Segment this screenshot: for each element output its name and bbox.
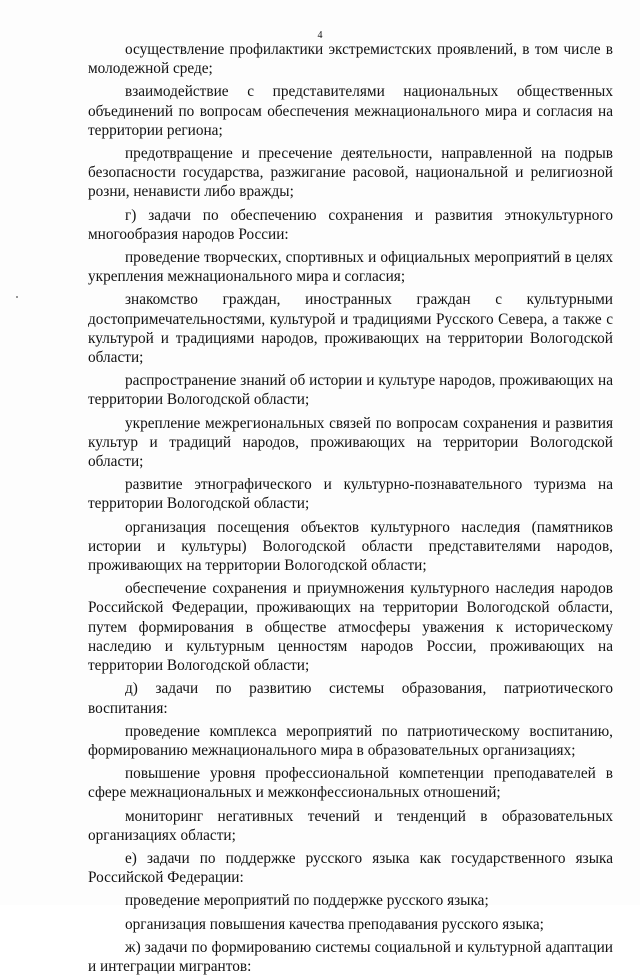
paragraph: д) задачи по развитию системы образования, патриотического воспитания:: [88, 680, 613, 717]
paragraph: развитие этнографического и культурно-познавательного туризма на территории Вологодской области;: [88, 476, 613, 513]
paragraph: г) задачи по обеспечению сохранения и развития этнокультурного многообразия народов России:: [88, 206, 613, 243]
paragraph: осуществление профилактики экстремистских проявлений, в том числе в молодежной среде;: [88, 41, 613, 78]
paragraph: проведение творческих, спортивных и официальных мероприятий в целях укрепления межнационального мира и согласия;: [88, 249, 613, 286]
paragraph: распространение знаний об истории и культуре народов, проживающих на территории Вологодской области;: [88, 372, 613, 409]
scan-speck: [16, 296, 18, 298]
paragraph: повышение уровня профессиональной компетенции преподавателей в сфере межнациональных и межконфессиональных отношений;: [88, 765, 613, 802]
paragraph: предотвращение и пресечение деятельности, направленной на подрыв безопасности государства, разжигание расовой, национальной и религиозной розни, ненависти либо вражды;: [88, 145, 613, 201]
paragraph: организация повышения качества преподавания русского языка;: [125, 915, 544, 933]
paragraph: обеспечение сохранения и приумножения культурного наследия народов Российской Федерации, проживающих на территории Вологодской области, путем формирования в обществе атмосферы уважения к историческому наследию и культурным ценностям народов России, проживающих на территории Вологодской области;: [88, 580, 613, 675]
paragraph: организация посещения объектов культурного наследия (памятников истории и культуры) Вологодской области представителями народов, проживающих на территории Вологодской области;: [88, 518, 613, 575]
document-body: [88, 40, 613, 976]
paragraph: взаимодействие с представителями национальных общественных объединений по вопросам обеспечения межнационального мира и согласия на территории региона;: [88, 83, 613, 139]
paragraph: проведение комплекса мероприятий по патриотическому воспитанию, формированию межнационального мира в образовательных организациях;: [88, 722, 613, 759]
paragraph: знакомство граждан, иностранных граждан с культурными достопримечательностями, культурой и традициями Русского Севера, а также с культурой и традициями народов, проживающих на территории Вологодской области;: [88, 291, 613, 367]
paragraph: ж) задачи по формированию системы социальной и культурной адаптации и интеграции мигрантов:: [88, 938, 613, 975]
paragraph: укрепление межрегиональных связей по вопросам сохранения и развития культур и традиций народов, проживающих на территории Вологодской области;: [88, 414, 613, 471]
paragraph: е) задачи по поддержке русского языка как государственного языка Российской Федерации:: [88, 849, 613, 887]
paragraph: мониторинг негативных течений и тенденций в образовательных организациях области;: [88, 807, 613, 844]
paragraph: проведение мероприятий по поддержке русского языка;: [125, 892, 489, 910]
page-number: 4: [317, 30, 323, 41]
